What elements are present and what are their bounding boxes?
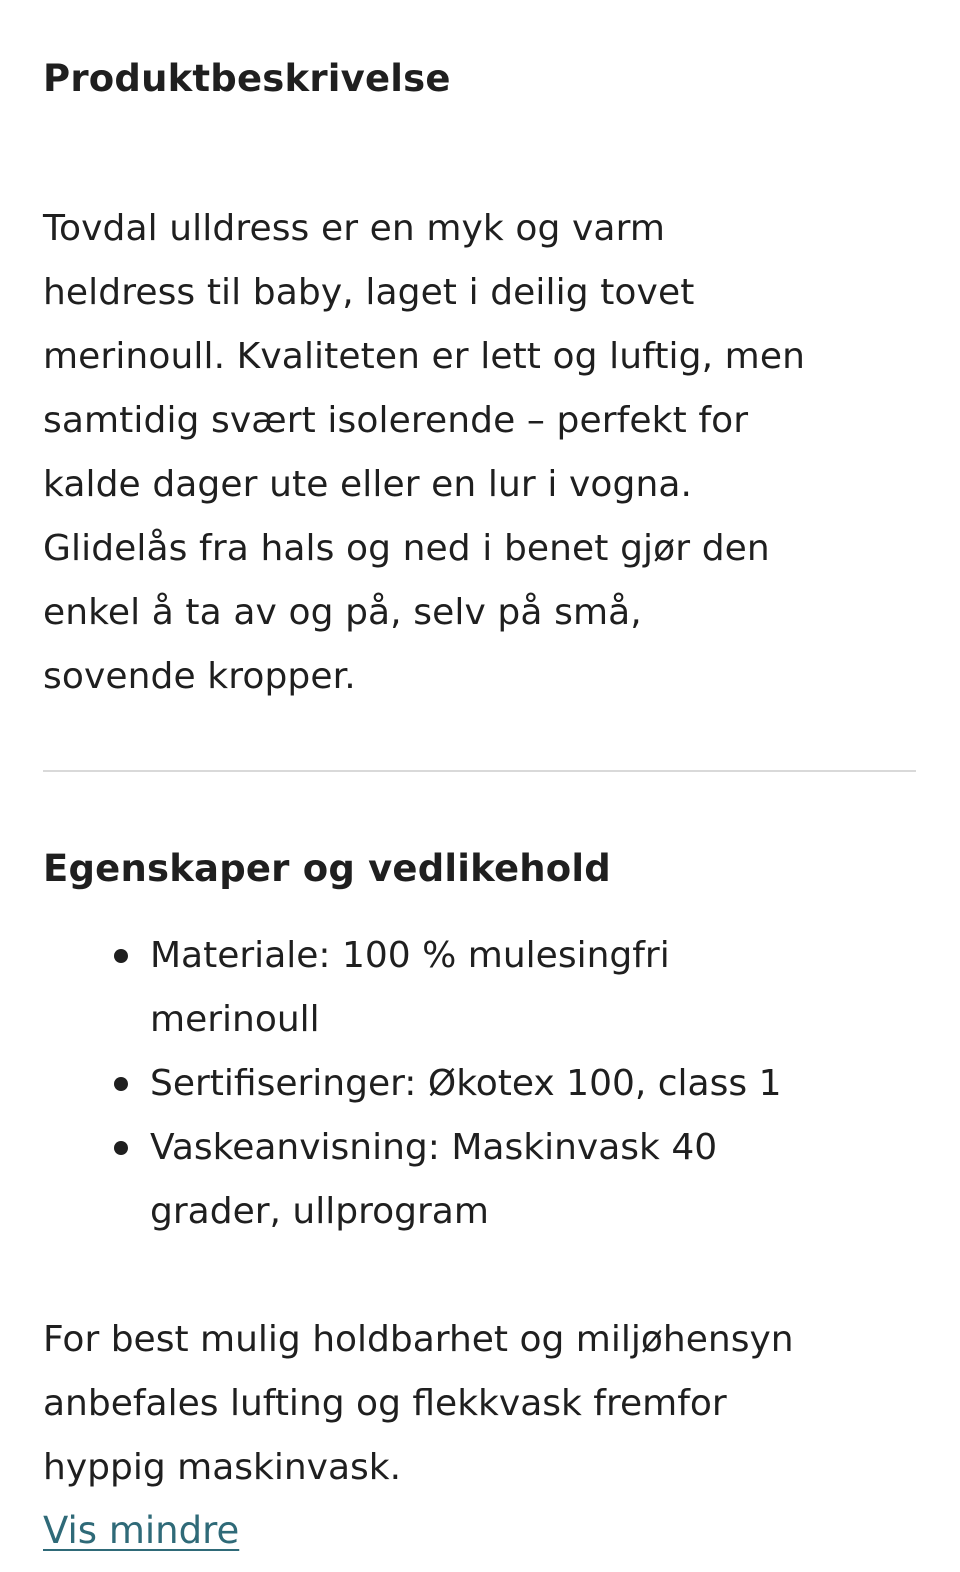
list-item-certifications	[150, 1052, 916, 1116]
description-line: samtidig svært isolerende – perfekt for	[43, 400, 749, 441]
list-item-line: Sertifiseringer: Økotex 100, class 1	[150, 1063, 782, 1104]
list-item-line: Vaskeanvisning: Maskinvask 40	[150, 1127, 718, 1168]
care-note-paragraph	[43, 1308, 916, 1500]
show-less-link[interactable]: Vis mindre	[43, 1509, 240, 1552]
list-item-washing	[150, 1116, 916, 1244]
description-line: enkel å ta av og på, selv på små,	[43, 592, 642, 633]
list-item-line: Materiale: 100 % mulesingfri	[150, 935, 670, 976]
list-item-line: merinoull	[150, 999, 320, 1040]
description-line: Tovdal ulldress er en myk og varm	[43, 208, 666, 249]
description-line: Glidelås fra hals og ned i benet gjør den	[43, 528, 770, 569]
description-paragraph	[43, 197, 916, 709]
properties-list	[43, 924, 916, 1244]
description-line: heldress til baby, laget i deilig tovet	[43, 272, 695, 313]
list-item-line: grader, ullprogram	[150, 1191, 489, 1232]
care-note-line: anbefales lufting og flekkvask fremfor	[43, 1383, 727, 1424]
care-note-line: hyppig maskinvask.	[43, 1447, 402, 1488]
description-line: merinoull. Kvaliteten er lett og luftig, men	[43, 336, 806, 377]
properties-heading: Egenskaper og vedlikehold	[43, 847, 611, 890]
section-divider	[43, 770, 916, 772]
description-heading: Produktbeskrivelse	[43, 57, 451, 100]
list-item-material	[150, 924, 916, 1052]
description-line: sovende kropper.	[43, 656, 356, 697]
care-note-line: For best mulig holdbarhet og miljøhensyn	[43, 1319, 794, 1360]
description-line: kalde dager ute eller en lur i vogna.	[43, 464, 693, 505]
